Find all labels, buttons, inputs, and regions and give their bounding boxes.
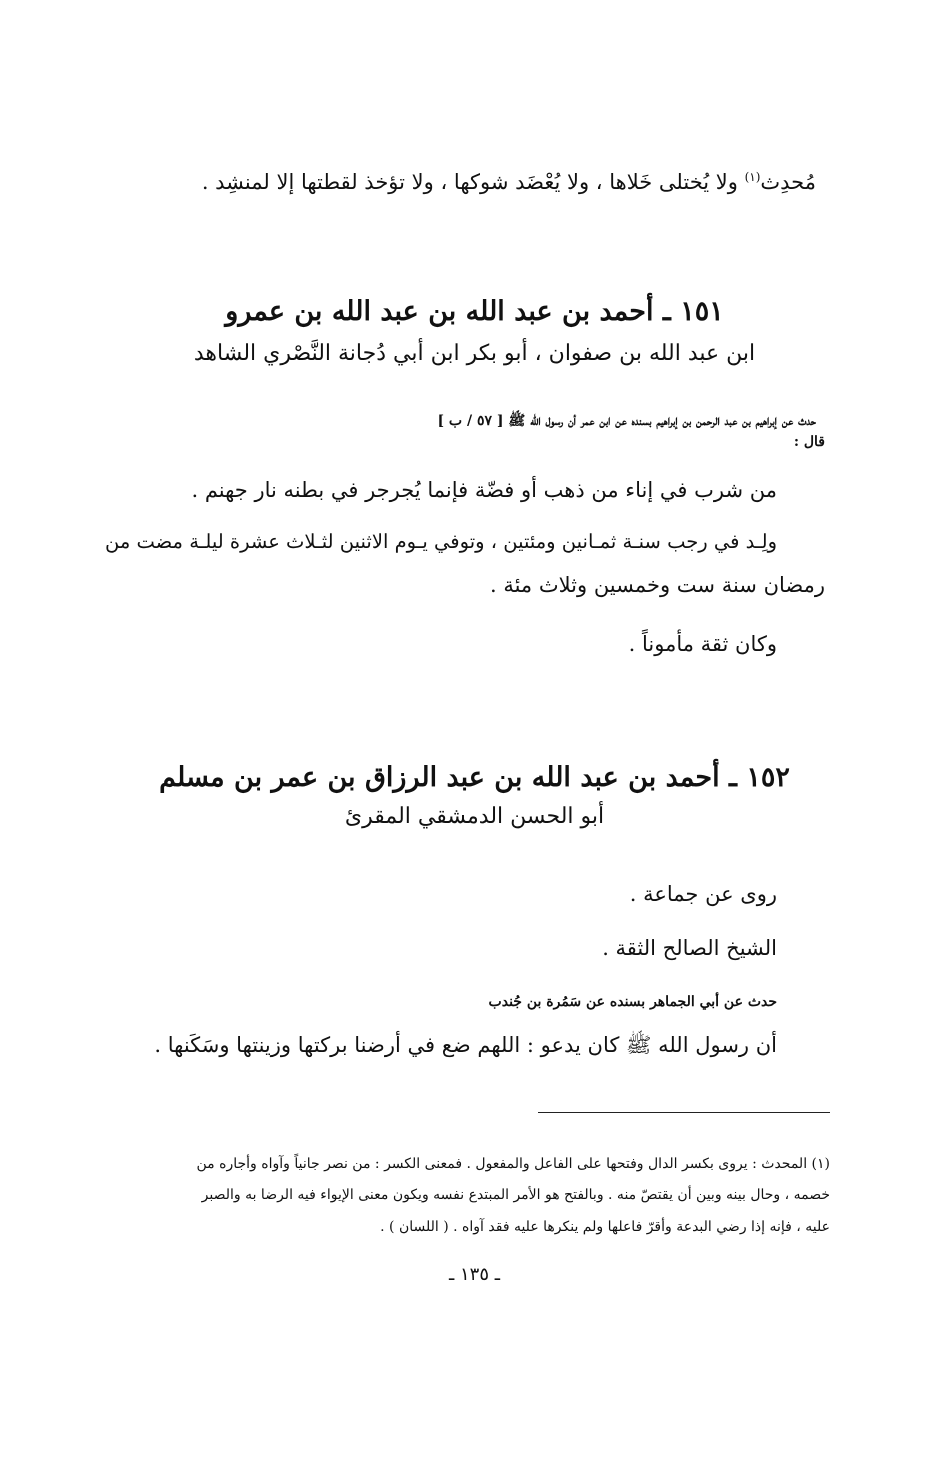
top-continuation-line <box>202 170 816 194</box>
entry-151-bio-line-1: ولِـد في رجب سنـة ثمـانين ومئتين ، وتوفي يـوم الاثنين لثـلاث عشرة ليلـة مضت من <box>105 530 777 553</box>
entry-152-shaykh: الشيخ الصالح الثقة . <box>602 936 777 960</box>
top-line-end: ولا يُختلى خَلاها ، ولا يُعْضَد شوكها ، ولا تؤخذ لقطتها إلا لمنشِد . <box>201 170 745 194</box>
footnote-line-2: خصمه ، وحال بينه وبين أن يقتصّ منه . وبالفتح هو الأمر المبتدع نفسه ويكون معنى الإيواء فيه الرضا به والصبر <box>201 1187 830 1203</box>
entry-151-bio-line-2: رمضان سنة ست وخمسين وثلاث مئة . <box>489 573 825 597</box>
entry-151-isnad-line-2: قال : <box>793 434 825 450</box>
top-line-start: مُحدِث <box>760 170 816 194</box>
entry-151-trust: وكان ثقة مأموناً . <box>628 632 777 656</box>
entry-152-subheading: أبو الحسن الدمشقي المقرئ <box>344 804 605 829</box>
entry-152-heading: ١٥٢ ـ أحمد بن عبد الله بن عبد الرزاق بن عمر بن مسلم <box>159 762 790 793</box>
entry-151-isnad-line-1: حدث عن إبراهيم بن عبد الرحمن بن إبراهيم بسنده عن ابن عمر أن رسول الله ﷺ [ ٥٧ / ب ] <box>437 413 816 429</box>
footnote-marker: (١) <box>744 170 761 184</box>
footnote-separator <box>538 1112 830 1113</box>
entry-152-isnad: حدث عن أبي الجماهر بسنده عن سَمُرة بن جُندب <box>488 994 777 1010</box>
entry-151-hadith: من شرب في إناء من ذهب أو فضّة فإنما يُجرجر في بطنه نار جهنم . <box>191 478 777 502</box>
entry-151-heading: ١٥١ ـ أحمد بن عبد الله بن عبد الله بن عمرو <box>225 296 724 327</box>
entry-151-subheading: ابن عبد الله بن صفوان ، أبو بكر ابن أبي دُجانة النَّصْري الشاهد <box>193 341 756 366</box>
page-number: ـ ١٣٥ ـ <box>448 1264 500 1285</box>
entry-152-hadith: أن رسول الله ﷺ كان يدعو : اللهم ضع في أرضنا بركتها وزينتها وسَكَنها . <box>154 1033 777 1057</box>
entry-152-narrated: روى عن جماعة . <box>629 882 777 906</box>
footnote-line-3: عليه ، فإنه إذا رضي البدعة وأقرّ فاعلها ولم ينكرها عليه فقد آواه . ( اللسان ) . <box>380 1219 830 1235</box>
footnote-line-1: (١) المحدث : يروى بكسر الدال وفتحها على الفاعل والمفعول . فمعنى الكسر : من نصر جانياً وآواه وأجاره من <box>196 1156 830 1172</box>
